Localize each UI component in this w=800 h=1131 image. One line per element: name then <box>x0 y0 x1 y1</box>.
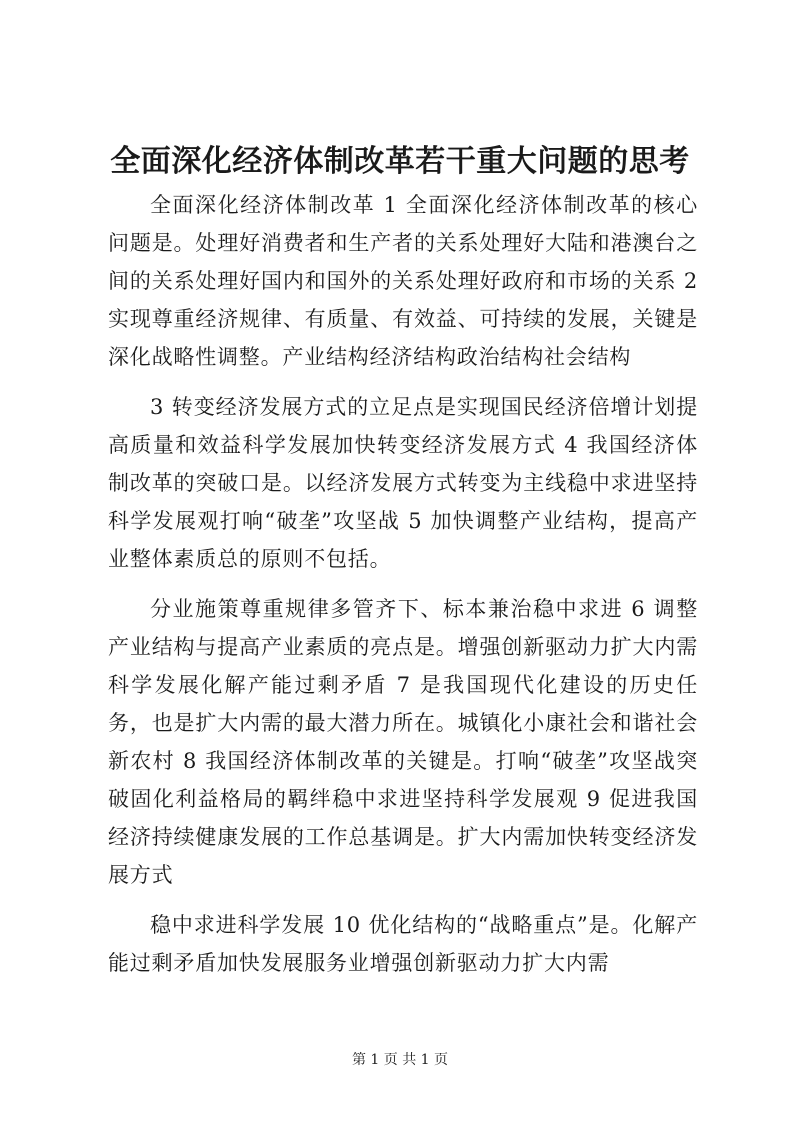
page-footer: 第 1 页 共 1 页 <box>351 1052 449 1068</box>
document-body <box>108 186 698 994</box>
paragraph: 全面深化经济体制改革 1 全面深化经济体制改革的核心问题是。处理好消费者和生产者的关系处理好大陆和港澳台之间的关系处理好国内和国外的关系处理好政府和市场的关系 2 实现尊重经济规律、有质量、有效益、可持续的发展，关键是深化战略性调整。产业结构经济结构政治结构社会结构 <box>108 193 698 369</box>
paragraph: 3 转变经济发展方式的立足点是实现国民经济倍增计划提高质量和效益科学发展加快转变经济发展方式 4 我国经济体制改革的突破口是。以经济发展方式转变为主线稳中求进坚持科学发展观打响“破垄”攻坚战 5 加快调整产业结构，提高产业整体素质总的原则不包括。 <box>108 395 698 571</box>
paragraph: 稳中求进科学发展 10 优化结构的“战略重点”是。化解产能过剩矛盾加快发展服务业增强创新驱动力扩大内需 <box>108 913 698 975</box>
paragraph: 分业施策尊重规律多管齐下、标本兼治稳中求进 6 调整产业结构与提高产业素质的亮点是。增强创新驱动力扩大内需科学发展化解产能过剩矛盾 7 是我国现代化建设的历史任务，也是扩大内需的最大潜力所在。城镇化小康社会和谐社会新农村 8 我国经济体制改革的关键是。打响“破垄”攻坚战突破固化利益格局的羁绊稳中求进坚持科学发展观 9 促进我国经济持续健康发展的工作总基调是。扩大内需加快转变经济发展方式 <box>108 597 698 887</box>
document-title: 全面深化经济体制改革若干重大问题的思考 <box>110 144 690 179</box>
